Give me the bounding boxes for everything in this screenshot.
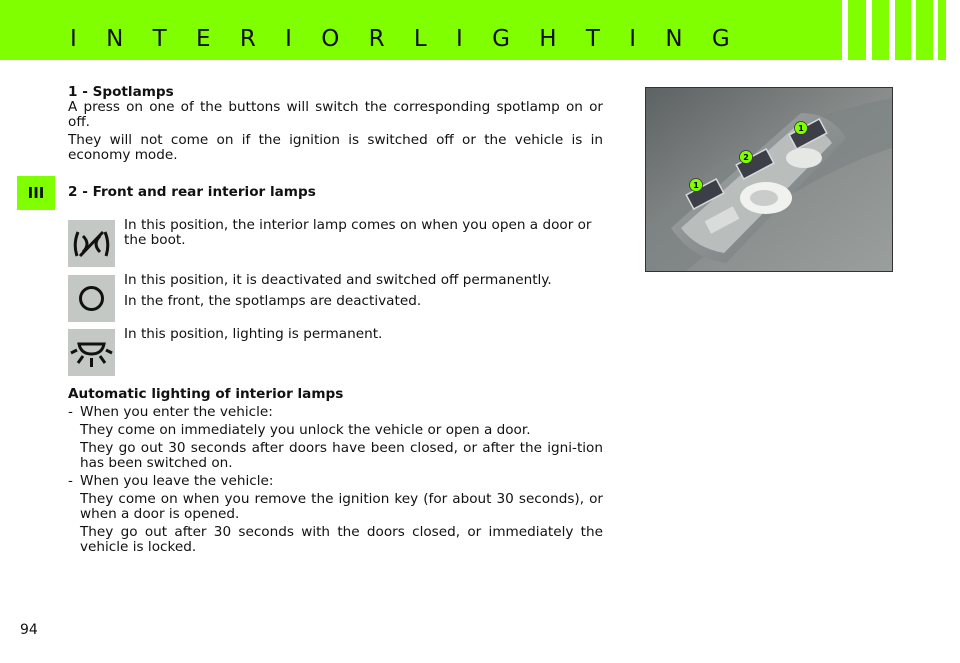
page-header (0, 0, 960, 60)
spotlamps-text-2: They will not come on if the ignition is switched off or the vehicle is in economy mode. (68, 132, 603, 163)
list-item: - When you leave the vehicle: (68, 473, 274, 489)
item-text: In this position, the interior lamp comes on when you open a door or the boot. (124, 217, 592, 248)
section-automatic (68, 387, 603, 555)
page-number: 94 (20, 622, 38, 638)
enter-detail-2: They go out 30 seconds after doors have been closed, or after the igni-tion has been switched on. (80, 440, 603, 471)
interior-lamps-heading: 2 - Front and rear interior lamps (68, 184, 316, 200)
header-stripe (842, 0, 848, 60)
off-circle-icon (68, 275, 115, 322)
ceiling-lamp-photo (645, 87, 893, 272)
photo-label: 2 (743, 153, 749, 162)
item-permanent (124, 327, 604, 348)
door-lamp-icon (68, 220, 115, 267)
item-off (124, 273, 604, 315)
spotlamps-text-1: A press on one of the buttons will switch the corresponding spotlamp on or off. (68, 99, 603, 130)
header-stripe (933, 0, 938, 60)
photo-label: 1 (693, 181, 699, 190)
header-stripe (866, 0, 872, 60)
chapter-tab: III (17, 176, 55, 210)
item-door-lamp (124, 218, 604, 254)
spotlamps-heading: 1 - Spotlamps (68, 84, 174, 100)
section-spotlamps (68, 85, 603, 163)
permanent-lamp-icon (68, 329, 115, 376)
item-text: In the front, the spotlamps are deactivated. (124, 293, 422, 309)
list-item: - When you enter the vehicle: (68, 404, 273, 420)
header-stripe (946, 0, 960, 60)
item-text: In this position, lighting is permanent. (124, 326, 383, 342)
leave-text: When you leave the vehicle: (80, 473, 274, 489)
photo-label: 1 (798, 124, 804, 133)
header-stripe (889, 0, 895, 60)
enter-detail-1: They come on immediately you unlock the vehicle or open a door. (80, 422, 531, 438)
header-stripe (911, 0, 916, 60)
leave-detail-2: They go out after 30 seconds with the doors closed, or immediately the vehicle is locked. (80, 524, 603, 555)
leave-detail-1: They come on when you remove the ignition key (for about 30 seconds), or when a door is opened. (80, 491, 603, 522)
item-text: In this position, it is deactivated and switched off permanently. (124, 272, 552, 288)
automatic-heading: Automatic lighting of interior lamps (68, 386, 344, 402)
enter-text: When you enter the vehicle: (80, 404, 273, 420)
page-title: I N T E R I O R L I G H T I N G (70, 26, 741, 52)
